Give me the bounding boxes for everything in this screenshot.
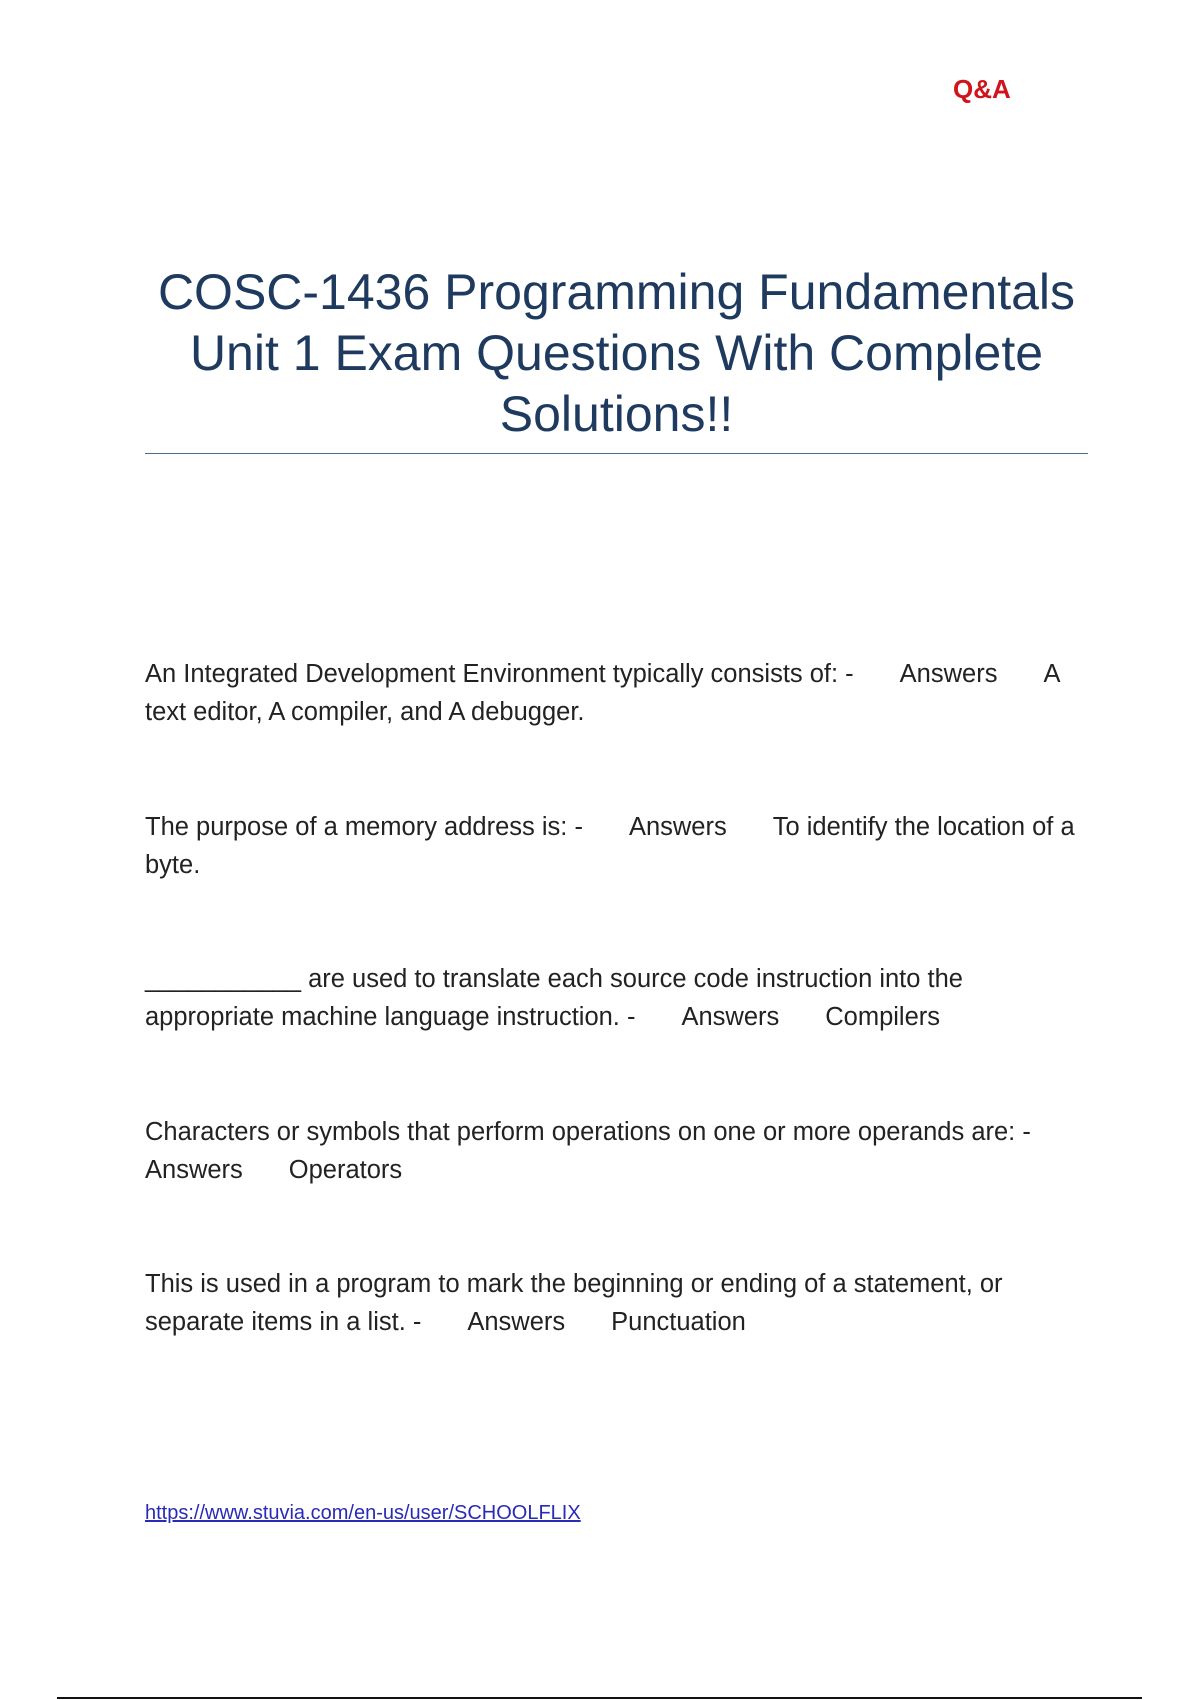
answer-label: Answers — [899, 660, 998, 688]
answer-text: Operators — [288, 1156, 403, 1184]
question-item — [145, 655, 1095, 731]
question-item — [145, 1113, 1095, 1189]
qa-header-tag: Q&A — [953, 74, 1011, 104]
answer-text: Compilers — [825, 1003, 941, 1031]
answer-text: A text editor, A compiler, and A debugger. — [145, 660, 1060, 726]
answer-label: Answers — [145, 1156, 243, 1184]
answer-label: Answers — [467, 1308, 566, 1336]
answer-label: Answers — [681, 1003, 780, 1031]
document-title: COSC-1436 Programming Fundamentals Unit 1 Exam Questions With Complete Solutions!! — [157, 264, 1076, 442]
question-text: The purpose of a memory address is: - — [145, 813, 583, 841]
question-item — [145, 1265, 1095, 1341]
question-text: An Integrated Development Environment typically consists of: - — [145, 660, 854, 688]
footer-link[interactable]: https://www.stuvia.com/en-us/user/SCHOOLFLIX — [145, 1502, 581, 1524]
question-text: ___________ are used to translate each source code instruction into the appropriate machine language instruction. - — [145, 965, 963, 1031]
answer-text: Punctuation — [611, 1308, 746, 1336]
question-item — [145, 960, 1095, 1036]
question-text: This is used in a program to mark the beginning or ending of a statement, or separate items in a list. - — [145, 1270, 1003, 1336]
title-divider — [145, 453, 1088, 454]
page-bottom-rule — [57, 1697, 1142, 1699]
question-item — [145, 808, 1095, 884]
answer-label: Answers — [628, 813, 727, 841]
question-text: Characters or symbols that perform operations on one or more operands are: - — [145, 1118, 1031, 1146]
answer-text: To identify the location of a byte. — [145, 813, 1075, 879]
